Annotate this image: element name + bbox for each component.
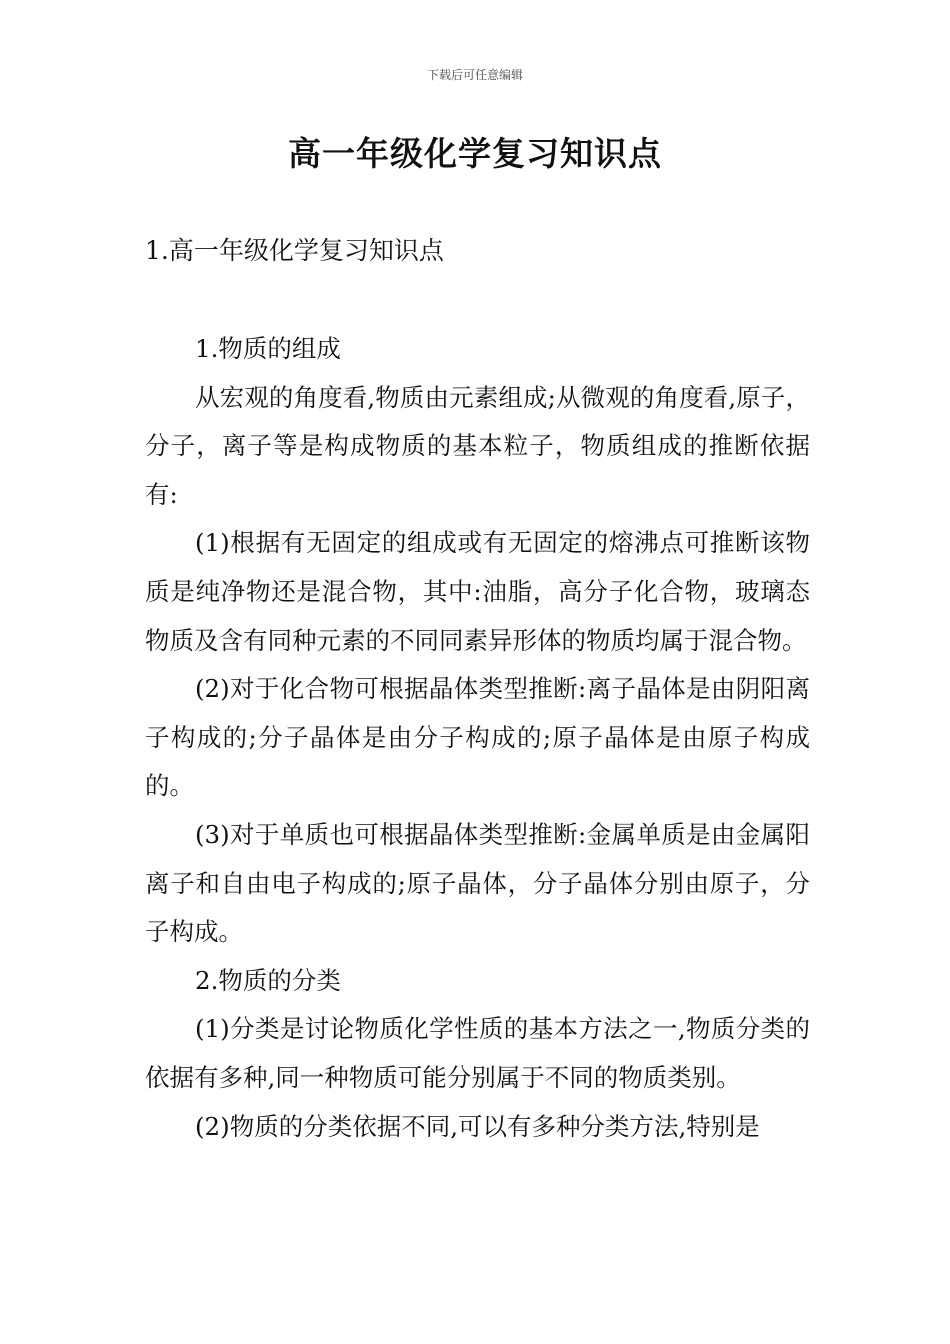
document-body [145,325,810,1151]
subheading-composition: 1.物质的组成 [195,334,341,363]
document-title: 高一年级化学复习知识点 [288,134,662,173]
paragraph: (1)分类是讨论物质化学性质的基本方法之一,物质分类的依据有多种,同一种物质可能分别属于不同的物质类别。 [145,1014,810,1092]
subheading-classification: 2.物质的分类 [195,965,341,995]
page-header-note: 下载后可任意编辑 [426,68,523,82]
paragraph: (3)对于单质也可根据晶体类型推断:金属单质是由金属阳离子和自由电子构成的;原子晶体，分子晶体分别由原子，分子构成。 [145,819,810,947]
section-heading: 1.高一年级化学复习知识点 [145,236,444,265]
paragraph: (2)物质的分类依据不同,可以有多种分类方法,特别是 [195,1111,760,1141]
paragraph: 从宏观的角度看,物质由元素组成;从微观的角度看,原子，分子，离子等是构成物质的基本粒子，物质组成的推断依据有: [145,382,810,509]
paragraph: (2)对于化合物可根据晶体类型推断:离子晶体是由阴阳离子构成的;分子晶体是由分子构成的;原子晶体是由原子构成的。 [145,674,810,801]
paragraph: (1)根据有无固定的组成或有无固定的熔沸点可推断该物质是纯净物还是混合物，其中:油脂，高分子化合物，玻璃态物质及含有同种元素的不同同素异形体的物质均属于混合物。 [145,528,810,655]
